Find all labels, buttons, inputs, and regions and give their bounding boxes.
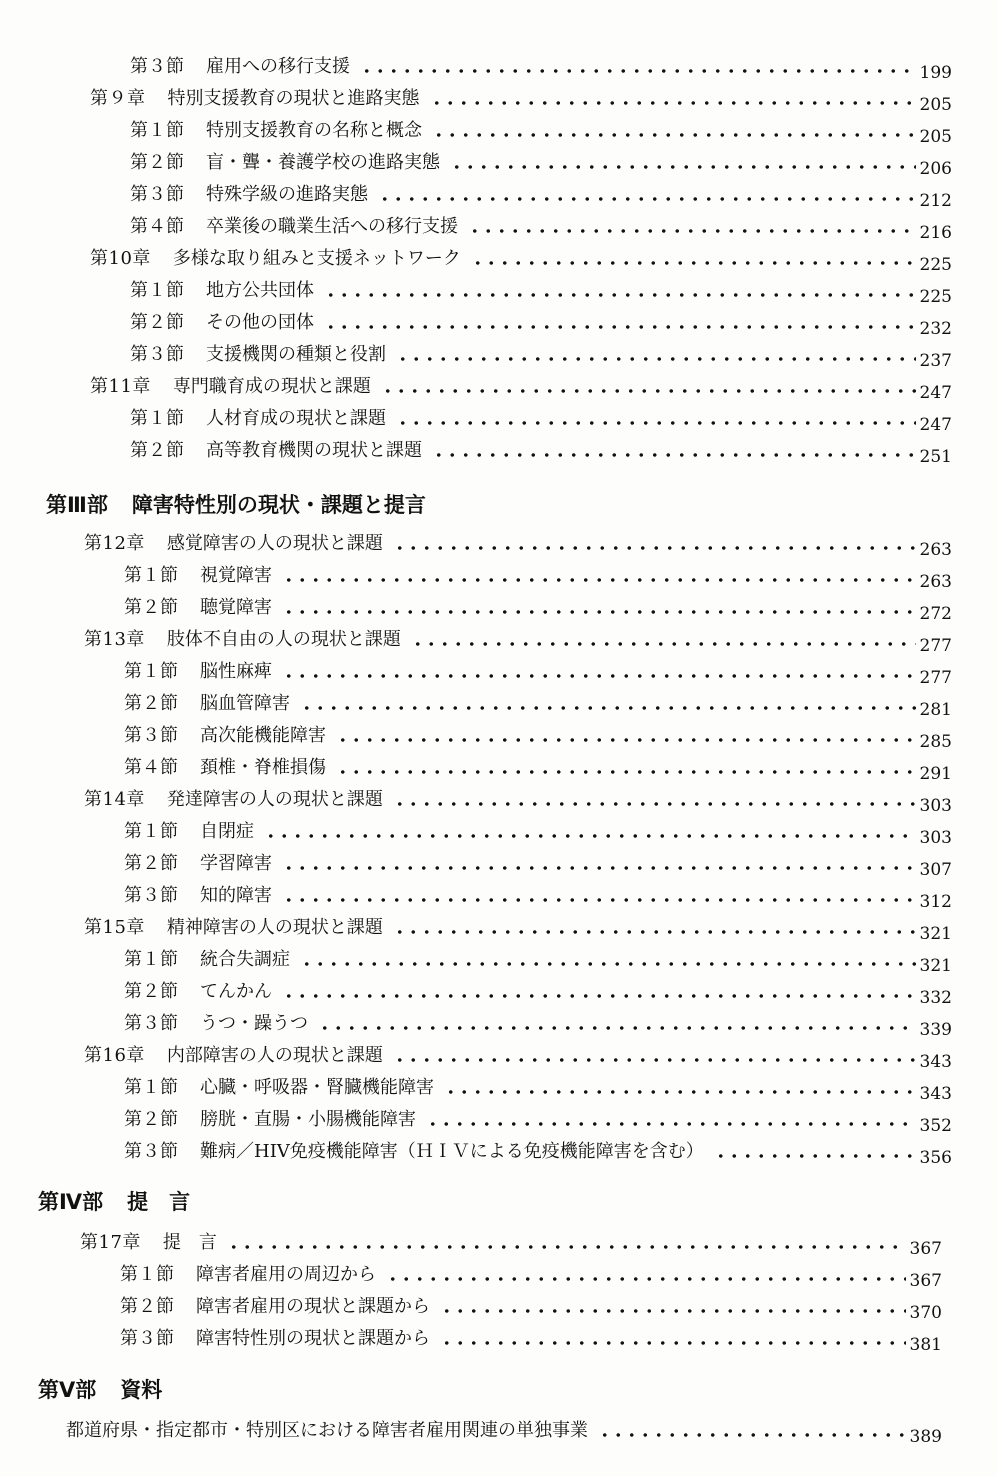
dot-leader [324,293,916,297]
section-number: 第２節 [124,853,178,874]
section-title: 頚椎・脊椎損傷 [200,757,326,778]
section-title: 膀胱・直腸・小腸機能障害 [200,1109,416,1130]
dot-leader [282,866,916,870]
page-number: 367 [909,1271,942,1291]
section-number: 第４節 [124,757,178,778]
page-number: 263 [919,572,952,592]
page-number: 321 [919,956,952,976]
section-title: 視覚障害 [200,565,272,586]
dot-leader [393,930,916,934]
dot-leader [598,1433,906,1437]
chapter-number: 第９章 [90,88,146,109]
page-number: 339 [919,1020,952,1040]
toc-chapter-entry [90,240,952,275]
dot-leader [300,706,916,710]
page-number: 321 [919,924,952,944]
special-title: 都道府県・指定都市・特別区における障害者雇用関連の単独事業 [66,1420,588,1441]
section-number: 第１節 [124,1077,178,1098]
toc-section-entry [124,717,952,752]
part-title: 提 言 [127,1190,191,1214]
page-number: 281 [919,700,952,720]
part-title: 資料 [120,1378,163,1402]
section-title: 盲・聾・養護学校の進路実態 [206,152,440,173]
dot-leader [411,642,916,646]
section-number: 第１節 [124,821,178,842]
section-number: 第２節 [124,693,178,714]
section-title: 特別支援教育の名称と概念 [206,120,422,141]
section-title: 統合失調症 [200,949,290,970]
toc-section-entry [130,208,952,243]
dot-leader [282,578,916,582]
part-number: 第Ⅴ部 [38,1378,97,1402]
chapter-number: 第13章 [84,629,145,650]
section-number: 第２節 [130,152,184,173]
dot-leader [393,546,916,550]
dot-leader [227,1245,906,1249]
toc-section-entry [124,749,952,784]
toc-section-entry [124,941,952,976]
toc-section-entry [130,48,952,83]
section-title: 障害者雇用の周辺から [196,1264,376,1285]
page-number: 343 [919,1084,952,1104]
chapter-title: 肢体不自由の人の現状と課題 [166,629,401,650]
chapter-title: 特別支援教育の現状と進路実態 [167,88,420,109]
section-number: 第１節 [120,1264,174,1285]
page-number: 277 [919,668,952,688]
toc-chapter-entry [80,1224,942,1259]
section-title: 自閉症 [200,821,254,842]
section-number: 第３節 [124,1141,178,1162]
section-title: 障害特性別の現状と課題から [196,1328,430,1349]
page-number: 225 [919,255,952,275]
page-number: 312 [919,892,952,912]
dot-leader [396,421,916,425]
page-number: 277 [919,636,952,656]
dot-leader [381,389,916,393]
dot-leader [440,1309,906,1313]
section-number: 第３節 [124,725,178,746]
section-number: 第２節 [124,597,178,618]
section-number: 第２節 [130,312,184,333]
toc-chapter-entry [84,781,952,816]
dot-leader [360,69,916,73]
page-number: 367 [909,1239,942,1259]
toc-section-entry [130,176,952,211]
section-number: 第１節 [130,280,184,301]
toc-section-entry [124,1133,952,1168]
part-heading [46,487,426,519]
section-title: てんかん [200,981,272,1002]
page-number: 285 [919,732,952,752]
toc-section-entry [130,400,952,435]
dot-leader [432,133,916,137]
chapter-title: 提 言 [162,1232,217,1253]
toc-section-entry [120,1256,942,1291]
section-number: 第１節 [124,661,178,682]
toc-section-entry [124,973,952,1008]
part-number: 第Ⅲ部 [46,493,108,517]
page-number: 247 [919,383,952,403]
chapter-number: 第14章 [84,789,145,810]
page-number: 206 [919,159,952,179]
section-number: 第２節 [130,440,184,461]
toc-section-entry [124,653,952,688]
section-title: 高次能機能障害 [200,725,326,746]
chapter-number: 第10章 [90,248,151,269]
page-number: 332 [919,988,952,1008]
section-number: 第２節 [124,981,178,1002]
section-number: 第２節 [124,1109,178,1130]
chapter-number: 第12章 [84,533,145,554]
page-number: 205 [919,95,952,115]
chapter-number: 第11章 [90,376,151,397]
page-number: 225 [919,287,952,307]
dot-leader [282,610,916,614]
section-title: 卒業後の職業生活への移行支援 [206,216,458,237]
section-title: 知的障害 [200,885,272,906]
section-title: 人材育成の現状と課題 [206,408,386,429]
page-number: 237 [919,351,952,371]
toc-section-entry [124,1101,952,1136]
section-title: 支援機関の種類と役割 [206,344,386,365]
toc-chapter-entry [90,80,952,115]
chapter-number: 第16章 [84,1045,145,1066]
chapter-title: 精神障害の人の現状と課題 [166,917,383,938]
section-title: 高等教育機関の現状と課題 [206,440,422,461]
page-number: 389 [909,1427,942,1447]
section-number: 第３節 [124,885,178,906]
page-number: 307 [919,860,952,880]
dot-leader [282,674,916,678]
toc-section-entry [130,336,952,371]
dot-leader [264,834,916,838]
page-number: 263 [919,540,952,560]
toc-section-entry [130,272,952,307]
toc-section-entry [130,304,952,339]
dot-leader [282,994,916,998]
dot-leader [336,770,916,774]
page-number: 370 [909,1303,942,1323]
dot-leader [386,1277,906,1281]
section-number: 第４節 [130,216,184,237]
page-number: 199 [919,63,952,83]
dot-leader [444,1090,916,1094]
section-number: 第１節 [124,565,178,586]
chapter-number: 第17章 [80,1232,141,1253]
part-heading [38,1372,162,1404]
section-number: 第３節 [130,344,184,365]
page-number: 352 [919,1116,952,1136]
chapter-title: 専門職育成の現状と課題 [172,376,371,397]
page-number: 291 [919,764,952,784]
section-title: 雇用への移行支援 [206,56,350,77]
page-number: 343 [919,1052,952,1072]
section-title: 脳血管障害 [200,693,290,714]
section-number: 第３節 [130,184,184,205]
chapter-title: 多様な取り組みと支援ネットワーク [172,248,461,269]
section-title: うつ・躁うつ [200,1013,308,1034]
section-number: 第３節 [120,1328,174,1349]
section-number: 第１節 [130,120,184,141]
section-title: 特殊学級の進路実態 [206,184,368,205]
page-number: 356 [919,1148,952,1168]
section-title: その他の団体 [206,312,314,333]
dot-leader [468,229,916,233]
section-title: 聴覚障害 [200,597,272,618]
toc-section-entry [124,589,952,624]
page-number: 272 [919,604,952,624]
toc-section-entry [124,845,952,880]
toc-section-entry [130,432,952,467]
dot-leader [318,1026,916,1030]
section-title: 心臓・呼吸器・腎臓機能障害 [200,1077,434,1098]
dot-leader [450,165,916,169]
section-number: 第３節 [130,56,184,77]
part-heading [38,1184,190,1216]
toc-section-entry [124,1069,952,1104]
toc-section-entry [124,1005,952,1040]
toc-chapter-entry [90,368,952,403]
dot-leader [300,962,916,966]
dot-leader [714,1154,916,1158]
dot-leader [324,325,916,329]
dot-leader [393,1058,916,1062]
toc-section-entry [124,685,952,720]
dot-leader [471,261,916,265]
page-number: 232 [919,319,952,339]
toc-section-entry [130,144,952,179]
page-number: 303 [919,796,952,816]
toc-section-entry [124,813,952,848]
toc-chapter-entry [84,909,952,944]
toc-chapter-entry [84,1037,952,1072]
toc-section-entry [124,557,952,592]
section-title: 地方公共団体 [206,280,314,301]
section-number: 第２節 [120,1296,174,1317]
dot-leader [378,197,916,201]
section-title: 脳性麻痺 [200,661,272,682]
chapter-number: 第15章 [84,917,145,938]
toc-section-entry [130,112,952,147]
page-number: 251 [919,447,952,467]
dot-leader [396,357,916,361]
toc-chapter-entry [84,621,952,656]
chapter-title: 内部障害の人の現状と課題 [166,1045,383,1066]
dot-leader [393,802,916,806]
dot-leader [282,898,916,902]
part-number: 第Ⅳ部 [38,1190,104,1214]
page-number: 303 [919,828,952,848]
dot-leader [432,453,916,457]
section-number: 第３節 [124,1013,178,1034]
part-title: 障害特性別の現状・課題と提言 [131,493,426,517]
dot-leader [426,1122,916,1126]
toc-section-entry [124,877,952,912]
dot-leader [430,101,916,105]
section-title: 難病／HIV免疫機能障害（ＨＩＶによる免疫機能障害を含む） [200,1141,704,1162]
chapter-title: 発達障害の人の現状と課題 [166,789,383,810]
section-title: 障害者雇用の現状と課題から [196,1296,430,1317]
toc-section-entry [120,1288,942,1323]
toc-section-entry [120,1320,942,1355]
toc-chapter-entry [84,525,952,560]
page-number: 212 [919,191,952,211]
page-number: 205 [919,127,952,147]
page-number: 381 [909,1335,942,1355]
page-number: 247 [919,415,952,435]
dot-leader [336,738,916,742]
section-number: 第１節 [124,949,178,970]
toc-appendix-entry [66,1412,942,1447]
section-title: 学習障害 [200,853,272,874]
chapter-title: 感覚障害の人の現状と課題 [166,533,383,554]
dot-leader [440,1341,906,1345]
section-number: 第１節 [130,408,184,429]
page-number: 216 [919,223,952,243]
